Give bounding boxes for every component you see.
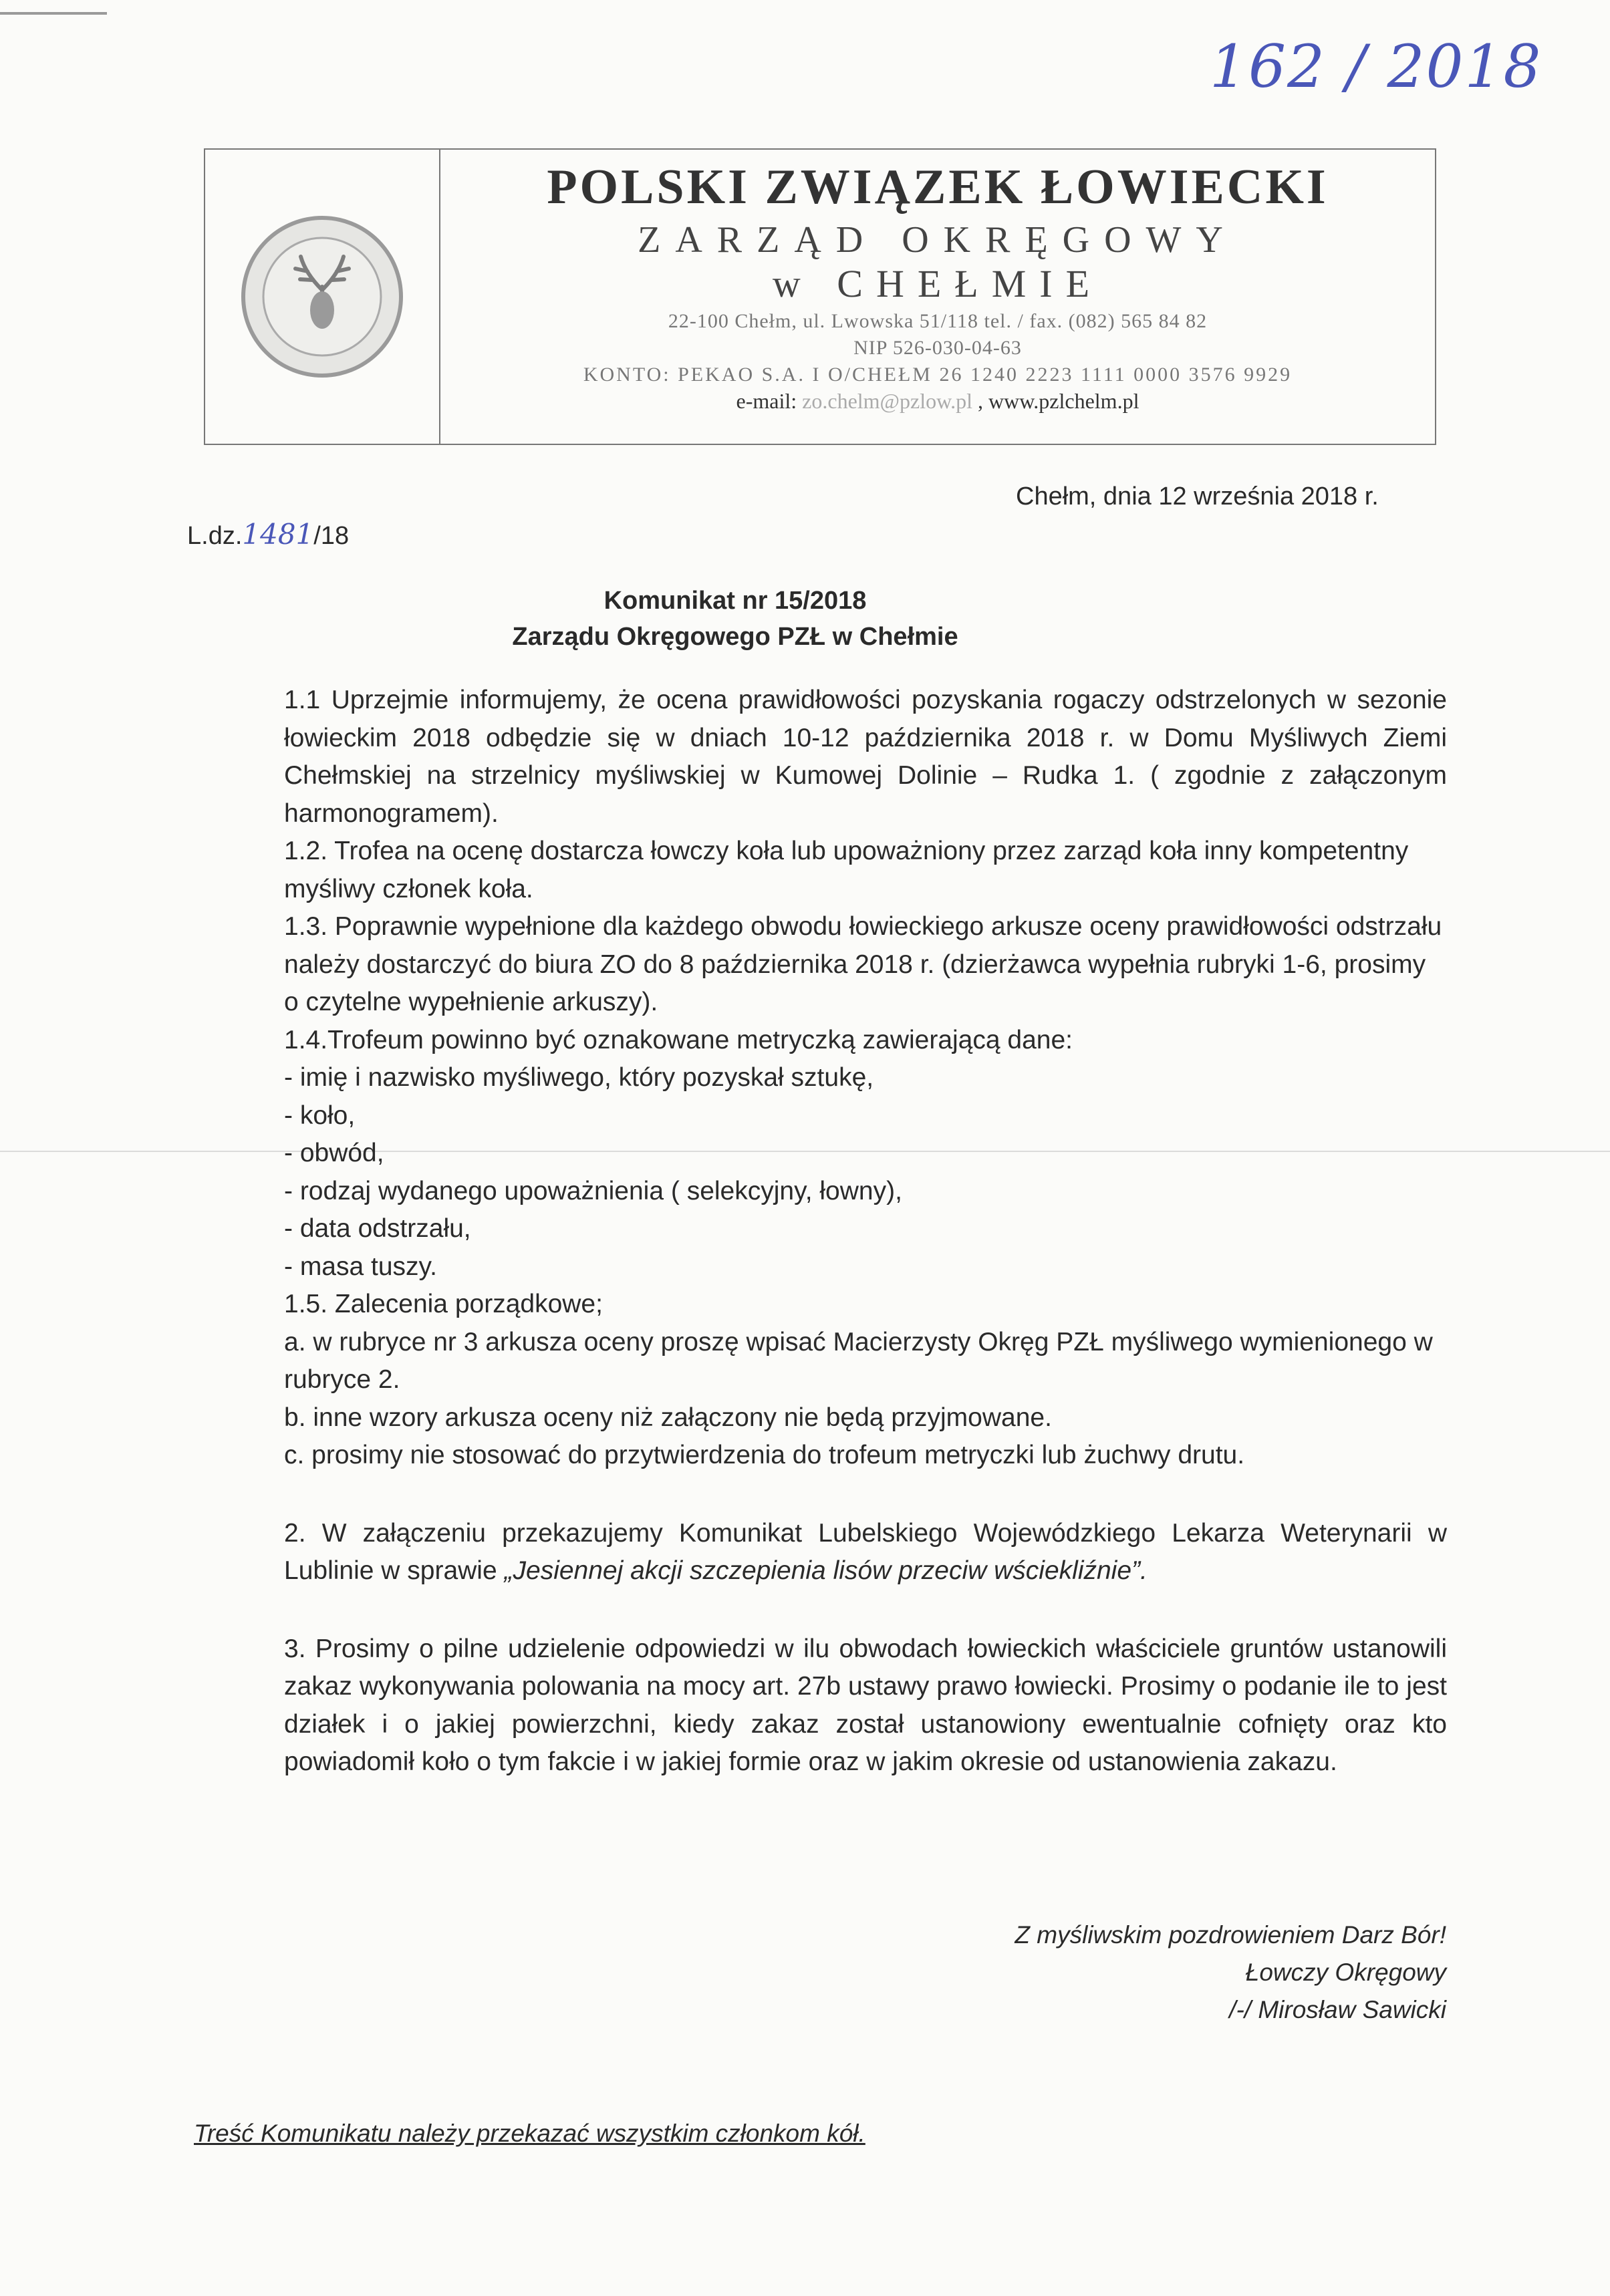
letterhead (204, 148, 1436, 445)
email-address: zo.chelm@pzlow.pl (802, 389, 973, 413)
signature-greeting: Z myśliwskim pozdrowieniem Darz Bór! (1015, 1921, 1446, 1949)
paragraph-1-5-b: b. inne wzory arkusza oceny niż załączony nie będą przyjmowane. (284, 1403, 1052, 1432)
letterhead-text (440, 150, 1435, 444)
paragraph-1-2: 1.2. Trofea na ocenę dostarcza łowczy koła lub upoważniony przez zarząd koła inny kompetentny myśliwy członek koła. (284, 837, 1409, 903)
document-title (267, 583, 1203, 655)
list-item: - obwód, (284, 1139, 384, 1167)
website: www.pzlchelm.pl (988, 389, 1139, 413)
paragraph-1-5-c: c. prosimy nie stosować do przytwierdzenia do trofeum metryczki lub żuchwy drutu. (284, 1441, 1245, 1469)
ref-suffix: /18 (313, 522, 350, 550)
paragraph-1-1: 1.1 Uprzejmie informujemy, że ocena prawidłowości pozyskania rogaczy odstrzelonych w sezonie łowieckim 2018 odbędzie się w dniach 10-12 października 2018 r. w Domu Myśliwych Ziemi Chełmskiej na strzelnicy myśliwskiej w Kumowej Dolinie – Rudka 1. ( zgodnie z załączonym harmonogramem). (284, 686, 1447, 828)
paragraph-2 (284, 1515, 1447, 1590)
paragraph-1-4: 1.4.Trofeum powinno być oznakowane metryczką zawierającą dane: (284, 1025, 1073, 1054)
paragraph-3: 3. Prosimy o pilne udzielenie odpowiedzi w ilu obwodach łowieckich właściciele gruntów ustanowili zakaz wykonywania polowania na mocy art. 27b ustawy prawo łowiecki. Prosimy o podanie ile to jest działek i o jakiej powierzchni, kiedy zakaz został ustanowiony ewentualnie cofnięty oraz kto powiadomił koło o tym fakcie i w jakiej formie oraz w jakim okresie od ustanowienia zakazu. (284, 1634, 1447, 1776)
organization-contact (440, 389, 1435, 414)
scan-edge-mark (0, 12, 107, 15)
organization-bank-account: KONTO: PEKAO S.A. I O/CHEŁM 26 1240 2223 1111 0000 3576 9929 (583, 364, 1293, 386)
organization-address: 22-100 Chełm, ul. Lwowska 51/118 tel. / fax. (082) 565 84 82 (668, 310, 1208, 332)
ref-prefix: L.dz. (187, 522, 243, 550)
organization-city: w CHEŁMIE (772, 262, 1103, 305)
list-item: - rodzaj wydanego upoważnienia ( selekcyjny, łowny), (284, 1176, 902, 1205)
signature-role: Łowczy Okręgowy (1245, 1959, 1446, 1986)
contact-separator: , (978, 389, 984, 413)
paragraph-1-5: 1.5. Zalecenia porządkowe; (284, 1290, 603, 1318)
handwritten-registration-number: 162 / 2018 (1210, 32, 1542, 101)
ref-handwritten-number: 1481 (242, 518, 314, 551)
list-item: - koło, (284, 1101, 356, 1130)
title-line-1: Komunikat nr 15/2018 (603, 587, 867, 615)
reference-number (187, 518, 349, 551)
organization-unit: ZARZĄD OKRĘGOWY (638, 219, 1238, 261)
organization-nip: NIP 526-030-04-63 (853, 337, 1022, 359)
signature-block (1015, 1916, 1446, 2029)
paragraph-1-3: 1.3. Poprawnie wypełnione dla każdego obwodu łowieckiego arkusze oceny prawidłowości odstrzału należy dostarczyć do biura ZO do 8 października 2018 r. (dzierżawca wypełnia rubryki 1-6, prosimy o czytelne wypełnienie arkuszy). (284, 912, 1442, 1016)
email-label: e-mail: (736, 389, 797, 413)
document-body (284, 682, 1447, 1781)
pzl-seal-emblem-icon (235, 210, 409, 384)
paragraph-1-5-a: a. w rubryce nr 3 arkusza oceny proszę wpisać Macierzysty Okręg PZŁ myśliwego wymienionego w rubryce 2. (284, 1327, 1433, 1394)
paragraph-2-italic: „Jesiennej akcji szczepienia lisów przeciw wściekliźnie”. (504, 1556, 1148, 1585)
list-item: - masa tuszy. (284, 1252, 437, 1281)
list-item: - data odstrzału, (284, 1214, 471, 1243)
title-line-2: Zarządu Okręgowego PZŁ w Chełmie (512, 623, 958, 651)
list-item: - imię i nazwisko myśliwego, który pozyskał sztukę, (284, 1063, 874, 1092)
paragraph-2-text: 2. W załączeniu przekazujemy Komunikat Lubelskiego Wojewódzkiego Lekarza Weterynarii w Lublinie w sprawie (284, 1518, 1447, 1585)
document-date: Chełm, dnia 12 września 2018 r. (1016, 482, 1379, 511)
logo-cell (205, 150, 440, 444)
footer-note: Treść Komunikatu należy przekazać wszystkim członkom kół. (194, 2120, 865, 2147)
organization-name: POLSKI ZWIĄZEK ŁOWIECKI (547, 160, 1329, 214)
signature-name: /-/ Mirosław Sawicki (1229, 1996, 1446, 2023)
